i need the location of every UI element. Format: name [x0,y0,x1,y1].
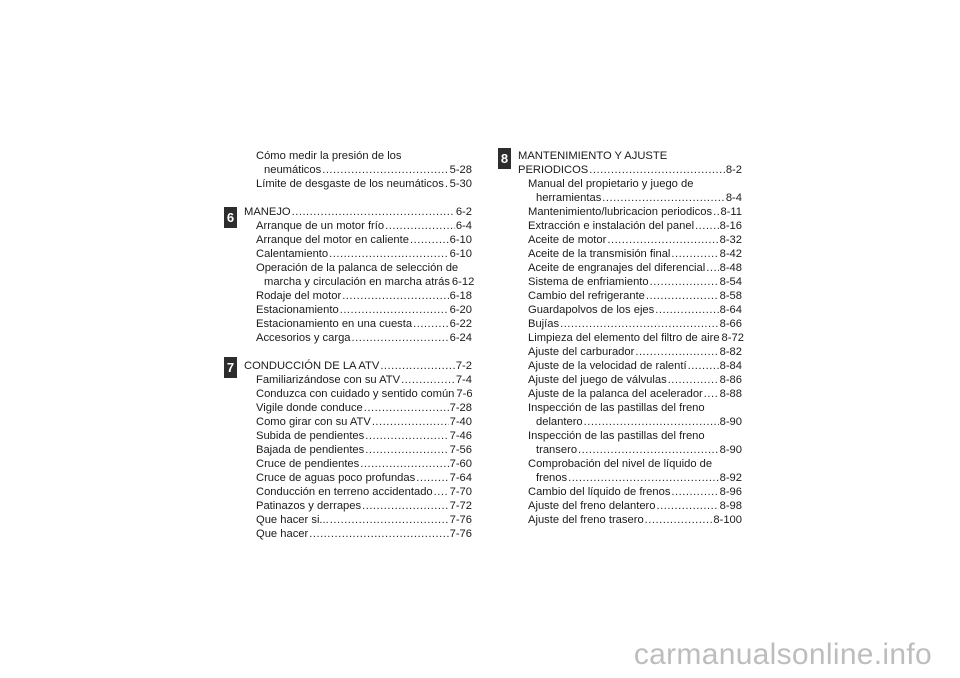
toc-entry[interactable]: Subida de pendientes ..... 7-46 [256,429,472,443]
toc-entry[interactable]: Ajuste del freno trasero ..... 8-100 [528,513,742,527]
toc-entry[interactable]: Estacionamiento en una cuesta ..... 6-22 [256,317,472,331]
chapter-badge-8: 8 [498,148,511,169]
watermark: carmanualsonline.info [633,638,932,671]
toc-entry[interactable]: Extracción e instalación del panel ..... 8-16 [528,219,742,233]
toc-entry[interactable]: Estacionamiento ..... 6-20 [256,303,472,317]
toc-text-line: Inspección de las pastillas del freno [528,402,705,414]
toc-entry[interactable]: Arranque del motor en caliente ..... 6-10 [256,233,472,247]
toc-entry[interactable]: Limpieza del elemento del filtro de aire 8-72 [528,332,744,344]
toc-entry[interactable]: Límite de desgaste de los neumáticos ..... 5-30 [256,177,472,191]
toc-text-line: MANTENIMIENTO Y AJUSTE [518,150,668,162]
toc-entry[interactable]: Ajuste del juego de válvulas ..... 8-86 [528,373,742,387]
toc-entry-section[interactable]: CONDUCCIÓN DE LA ATV ..... 7-2 [244,359,472,373]
toc-entry[interactable]: Accesorios y carga ..... 6-24 [256,331,472,345]
toc-entry[interactable]: Ajuste del freno delantero ..... 8-98 [528,499,742,513]
toc-entry[interactable]: Bujías ..... 8-66 [528,317,742,331]
toc-entry[interactable]: Que hacer ..... 7-76 [256,527,472,541]
toc-entry[interactable]: Sistema de enfriamiento ..... 8-54 [528,275,742,289]
toc-entry[interactable]: Calentamiento ..... 6-10 [256,247,472,261]
toc-entry[interactable]: Vigile donde conduce ..... 7-28 [256,401,472,415]
toc-entry[interactable]: Rodaje del motor ..... 6-18 [256,289,472,303]
toc-text-line: Comprobación del nivel de líquido de [528,458,713,470]
toc-entry[interactable]: frenos ..... 8-92 [536,471,742,485]
toc-entry[interactable]: Cambio del líquido de frenos ..... 8-96 [528,485,742,499]
toc-entry[interactable]: Ajuste de la palanca del acelerador ..... 8-88 [528,387,742,401]
toc-entry[interactable]: neumáticos ..... 5-28 [264,163,472,177]
toc-entry[interactable]: Cruce de aguas poco profundas ..... 7-64 [256,471,472,485]
toc-entry[interactable]: Patinazos y derrapes ..... 7-72 [256,499,472,513]
toc-entry[interactable]: Familiarizándose con su ATV ..... 7-4 [256,373,472,387]
toc-entry[interactable]: Ajuste de la velocidad de ralentí ..... 8-84 [528,359,742,373]
toc-entry[interactable]: Aceite de motor ..... 8-32 [528,233,742,247]
toc-entry-section[interactable]: PERIODICOS ..... 8-2 [518,163,742,177]
toc-entry[interactable]: Arranque de un motor frío ..... 6-4 [256,219,472,233]
toc-entry[interactable]: marcha y circulación en marcha atrás 6-12 [264,276,475,288]
toc-entry[interactable]: Cambio del refrigerante ..... 8-58 [528,289,742,303]
toc-entry[interactable]: delantero ..... 8-90 [536,415,742,429]
toc-entry[interactable]: Ajuste del carburador ..... 8-82 [528,345,742,359]
toc-entry[interactable]: Conducción en terreno accidentado ..... 7-70 [256,485,472,499]
toc-text-line: Cómo medir la presión de los [256,150,402,162]
toc-text-line: Inspección de las pastillas del freno [528,430,705,442]
toc-entry[interactable]: Que hacer si... ..... 7-76 [256,513,472,527]
toc-text-line: Operación de la palanca de selección de [256,262,459,274]
toc-entry[interactable]: Bajada de pendientes ..... 7-56 [256,443,472,457]
toc-entry[interactable]: Guardapolvos de los ejes ..... 8-64 [528,303,742,317]
toc-entry[interactable]: Aceite de la transmisión final ..... 8-42 [528,247,742,261]
chapter-badge-7: 7 [224,357,237,378]
chapter-badge-6: 6 [224,207,237,228]
toc-entry[interactable]: herramientas ..... 8-4 [536,191,742,205]
toc-entry-section[interactable]: MANEJO ..... 6-2 [244,205,472,219]
toc-entry[interactable]: Aceite de engranajes del diferencial ..... 8-48 [528,261,742,275]
toc-entry[interactable]: Cruce de pendientes ..... 7-60 [256,457,472,471]
toc-text-line: Manual del propietario y juego de [528,178,694,190]
toc-entry[interactable]: transero ..... 8-90 [536,443,742,457]
toc-entry[interactable]: Mantenimiento/lubricacion periodicos ..... 8-11 [528,205,742,219]
toc-entry[interactable]: Como girar con su ATV ..... 7-40 [256,415,472,429]
toc-entry[interactable]: Conduzca con cuidado y sentido común 7-6 [256,388,473,400]
